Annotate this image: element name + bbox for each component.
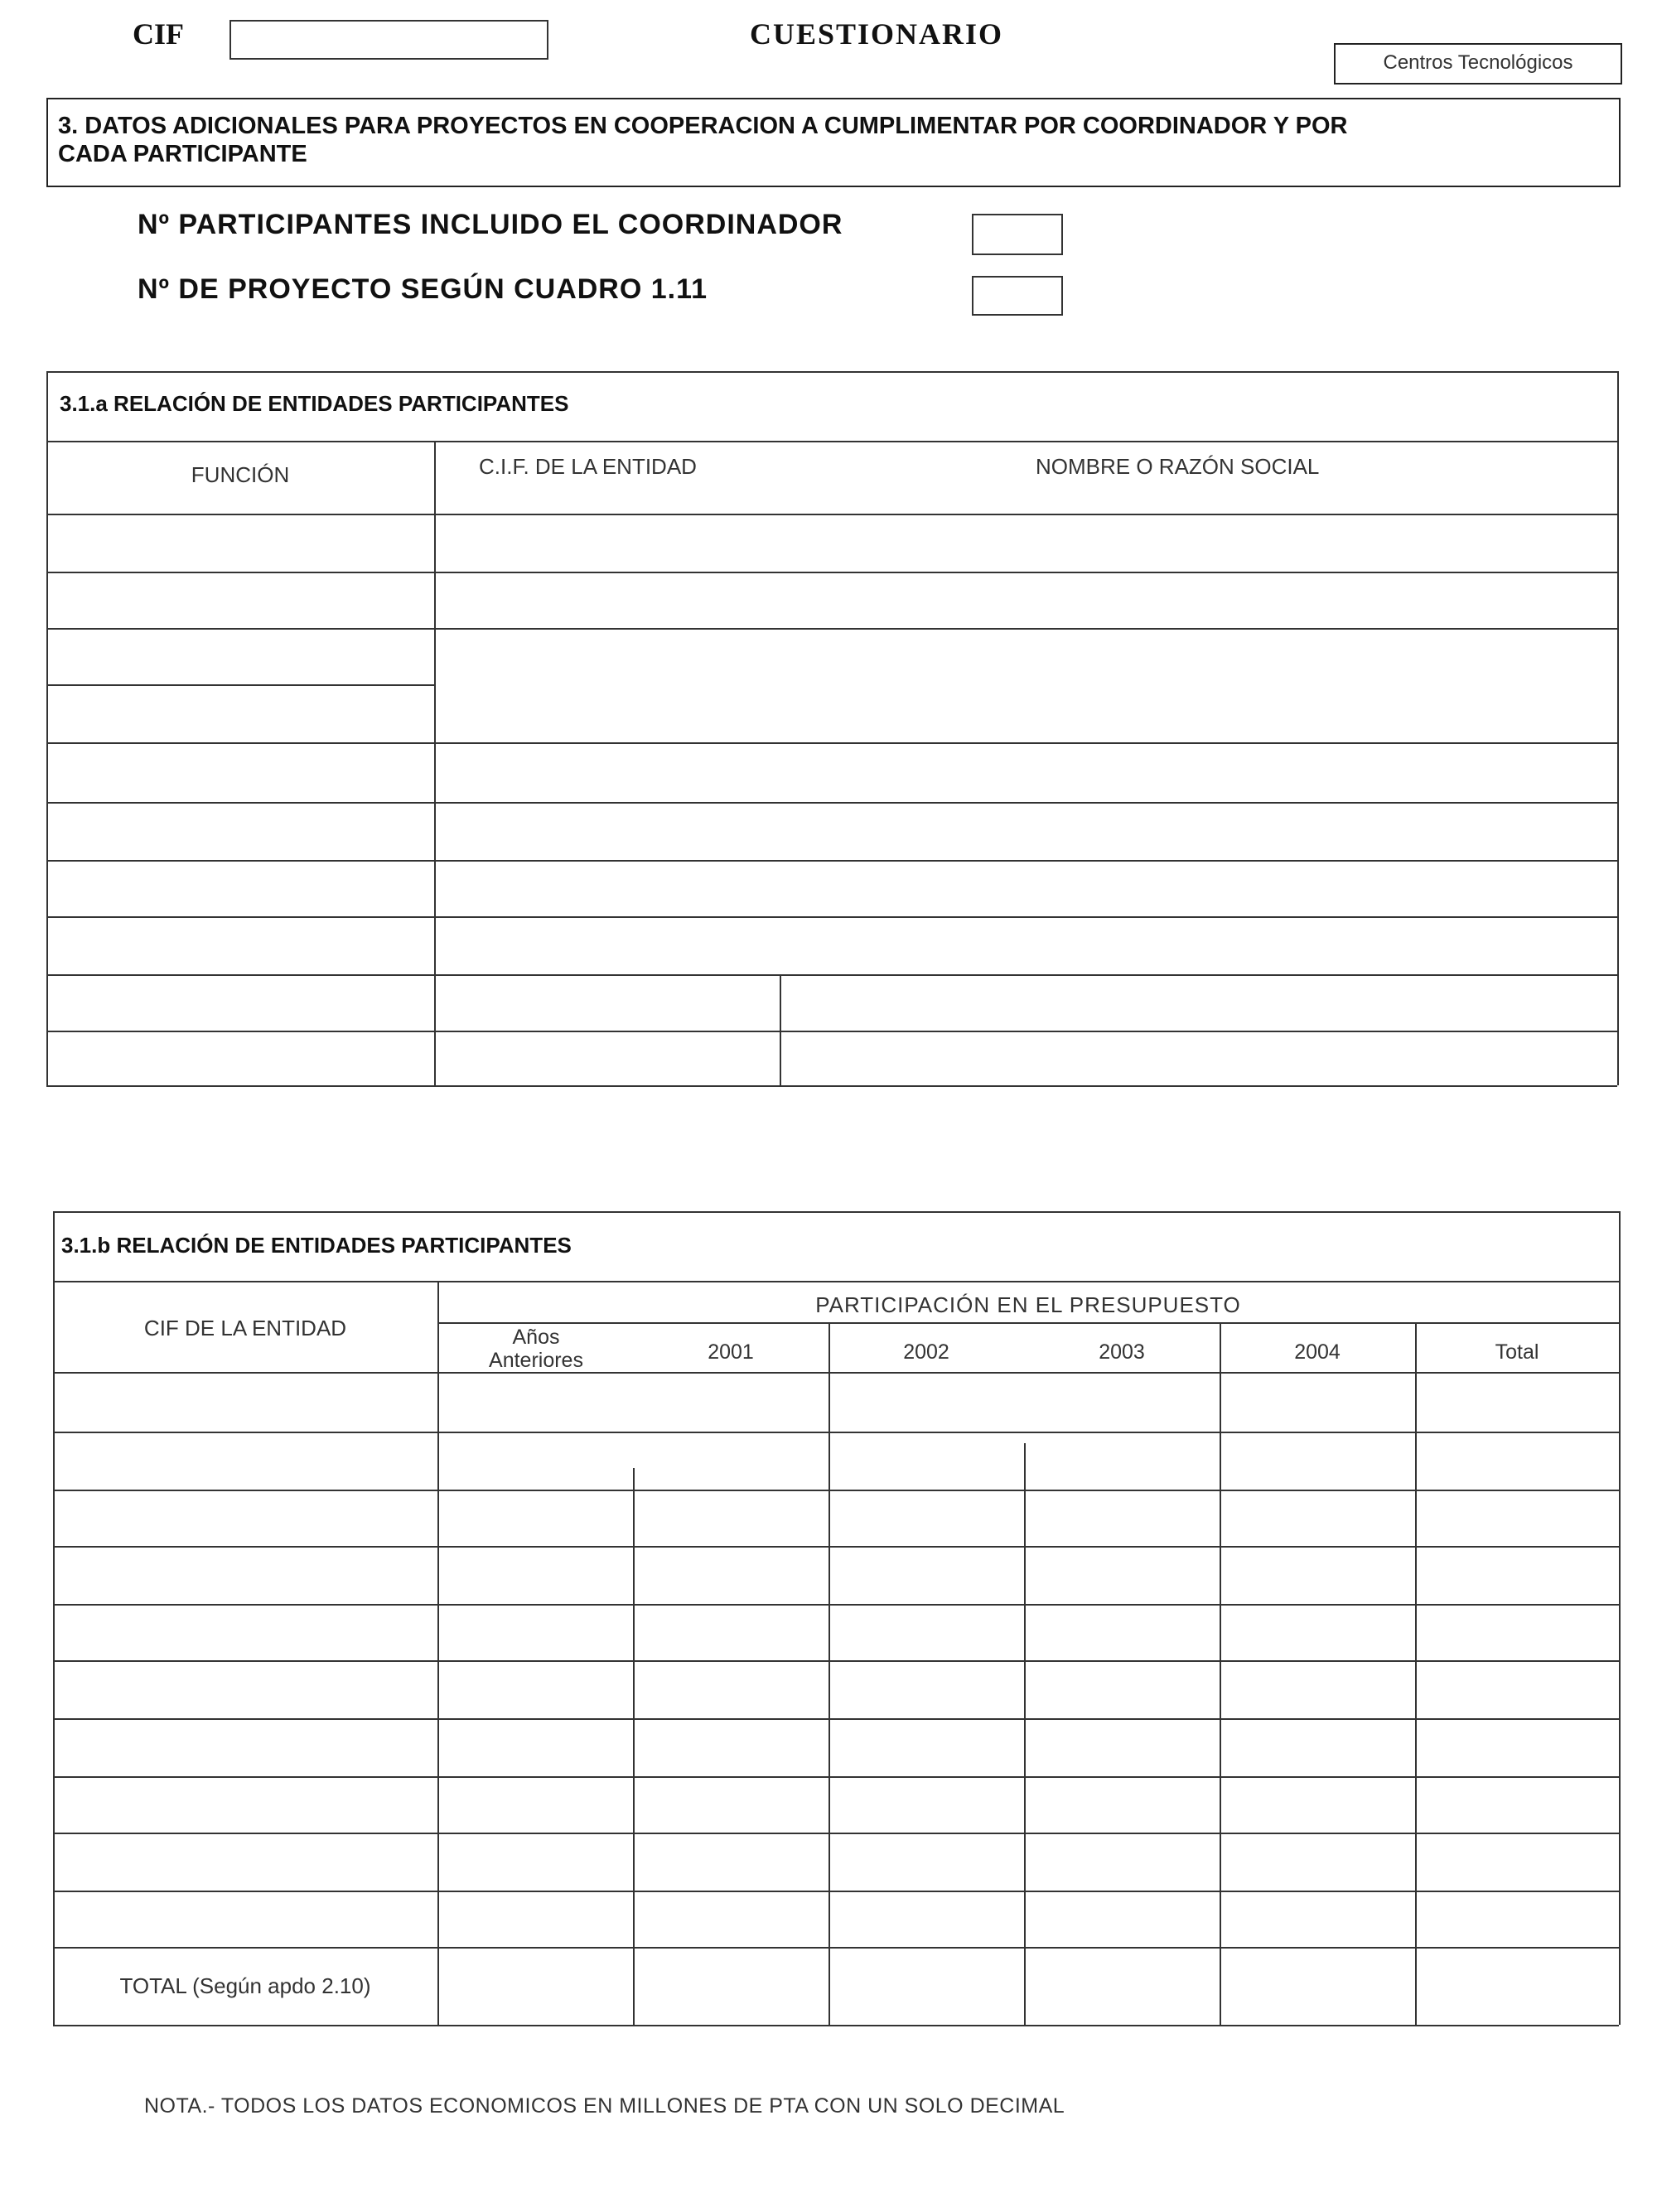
table-a-row[interactable] (436, 573, 1616, 626)
page-title: CUESTIONARIO (750, 17, 1004, 51)
table-b-row[interactable] (439, 1433, 1617, 1488)
table-a-row[interactable] (436, 918, 1616, 973)
participants-count-label: Nº PARTICIPANTES INCLUIDO EL COORDINADOR (138, 209, 843, 240)
table-b-row[interactable] (439, 1491, 1617, 1544)
table-b-row[interactable] (439, 1606, 1617, 1659)
table-b-row[interactable] (439, 1374, 1617, 1430)
table-b-col-2004: 2004 (1294, 1340, 1341, 1364)
section-3-title-box (46, 98, 1621, 187)
table-b-col-2001: 2001 (708, 1340, 754, 1364)
table-a (46, 371, 1621, 1092)
table-b-row[interactable] (439, 1834, 1617, 1889)
table-b-row[interactable] (439, 1548, 1617, 1602)
table-a-row[interactable] (436, 515, 1616, 570)
category-badge (1334, 43, 1622, 85)
table-a-row[interactable] (436, 630, 1616, 741)
table-b-col-cif: CIF DE LA ENTIDAD (143, 1316, 347, 1340)
cif-input[interactable] (229, 20, 548, 60)
cif-label: CIF (133, 17, 184, 51)
category-badge-label: Centros Tecnológicos (1383, 51, 1573, 74)
table-b-col-2003: 2003 (1099, 1340, 1145, 1364)
project-number-label: Nº DE PROYECTO SEGÚN CUADRO 1.11 (138, 273, 708, 305)
table-b-total-label: TOTAL (Según apdo 2.10) (119, 1973, 371, 1998)
table-b-row[interactable] (439, 1662, 1617, 1717)
footer-note: NOTA.- TODOS LOS DATOS ECONOMICOS EN MILLONES DE PTA CON UN SOLO DECIMAL (144, 2094, 1065, 2118)
table-b-col-total: Total (1495, 1340, 1539, 1364)
table-b-total-row[interactable] (439, 1949, 1617, 2023)
section-3-title-line2: CADA PARTICIPANTE (58, 141, 307, 167)
table-b-group-header: PARTICIPACIÓN EN EL PRESUPUESTO (815, 1292, 1241, 1317)
table-a-title: 3.1.a RELACIÓN DE ENTIDADES PARTICIPANTES (60, 391, 569, 416)
table-b-row[interactable] (439, 1720, 1617, 1775)
table-a-col-nombre: NOMBRE O RAZÓN SOCIAL (1036, 454, 1320, 479)
section-3-title-line1: 3. DATOS ADICIONALES PARA PROYECTOS EN COOPERACION A CUMPLIMENTAR POR COORDINADOR Y POR (58, 113, 1348, 139)
project-number-input[interactable] (972, 276, 1063, 316)
table-a-col-cif: C.I.F. DE LA ENTIDAD (479, 454, 697, 479)
participants-count-input[interactable] (972, 214, 1063, 255)
table-b-row[interactable] (439, 1892, 1617, 1945)
table-b-title: 3.1.b RELACIÓN DE ENTIDADES PARTICIPANTES (61, 1233, 572, 1258)
table-a-col-funcion: FUNCIÓN (191, 462, 290, 487)
table-a-row[interactable] (436, 744, 1616, 800)
table-a-row[interactable] (436, 862, 1616, 915)
table-b (53, 1211, 1627, 2031)
table-b-row[interactable] (439, 1778, 1617, 1831)
table-b-col-2002: 2002 (903, 1340, 949, 1364)
table-a-row[interactable] (436, 804, 1616, 858)
table-b-col-anos-anteriores: Años Anteriores (489, 1326, 583, 1372)
